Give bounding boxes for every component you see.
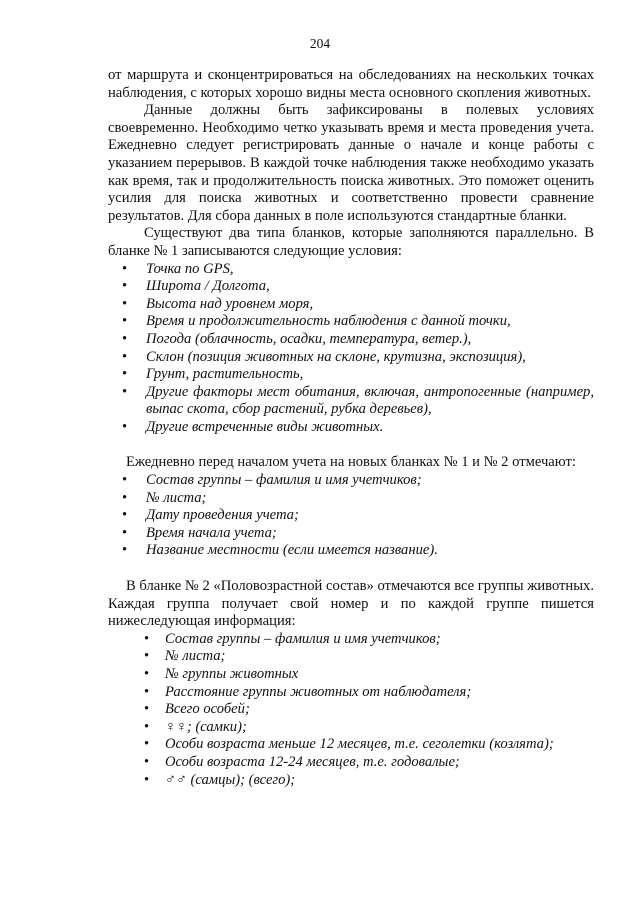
list-item: • Всего особей; (108, 701, 594, 719)
list-item: • Особи возраста меньше 12 месяцев, т.е. сеголетки (козлята); (108, 736, 594, 754)
list-item: • Широта / Долгота, (108, 278, 594, 296)
list-item: • Высота над уровнем моря, (108, 296, 594, 314)
list-item: • Время начала учета; (108, 525, 594, 543)
list-item: • Другие факторы мест обитания, включая, антропогенные (например, выпас скота, сбор растений, рубка деревьев), (108, 384, 594, 419)
list-item: • № листа; (108, 648, 594, 666)
list-item: • Расстояние группы животных от наблюдателя; (108, 684, 594, 702)
list-item: • Дату проведения учета; (108, 507, 594, 525)
paragraph-3: Существуют два типа бланков, которые заполняются параллельно. В бланке № 1 записываются следующие условия: (108, 225, 594, 259)
list-item: • Грунт, растительность, (108, 366, 594, 384)
list-item: • Другие встреченные виды животных. (108, 419, 594, 437)
paragraph-2: Данные должны быть зафиксированы в полевых условиях своевременно. Необходимо четко указывать время и места проведения учета. Ежедневно следует регистрировать данные о начале и конце работы с указанием перерывов. В каждой точке наблюдения также необходимо указать как время, так и продолжительность поиска животных. Это поможет оценить усилия для поиска животных и соответственно провести сравнение результатов. Для сбора данных в поле используются стандартные бланки. (108, 102, 594, 224)
list-item: • Особи возраста 12-24 месяцев, т.е. годовалые; (108, 754, 594, 772)
list-item: • Состав группы – фамилия и имя учетчиков; (108, 631, 594, 649)
daily-marks-list (108, 472, 594, 560)
list-item: • Склон (позиция животных на склоне, крутизна, экспозиция), (108, 349, 594, 367)
document-body (108, 67, 594, 789)
list-item: • Погода (облачность, осадки, температура, ветер.), (108, 331, 594, 349)
list-item: • Время и продолжительность наблюдения с данной точки, (108, 313, 594, 331)
list-item: • Точка по GPS, (108, 261, 594, 279)
list-item: • ♂♂ (самцы); (всего); (108, 772, 594, 790)
paragraph-1: от маршрута и сконцентрироваться на обследованиях на нескольких точках наблюдения, с которых хорошо видны места основного скопления животных. (108, 67, 594, 101)
paragraph-4: Ежедневно перед началом учета на новых бланках № 1 и № 2 отмечают: (126, 454, 576, 471)
conditions-list (108, 261, 594, 437)
list-item: • № листа; (108, 490, 594, 508)
list-item: • № группы животных (108, 666, 594, 684)
list-item: • Состав группы – фамилия и имя учетчиков; (108, 472, 594, 490)
list-item: • Название местности (если имеется название). (108, 542, 594, 560)
paragraph-5: В бланке № 2 «Половозрастной состав» отмечаются все группы животных. Каждая группа получает свой номер и по каждой группе пишется нижеследующая информация: (108, 578, 594, 630)
page-number: 204 (309, 36, 331, 51)
list-item: • ♀♀; (самки); (108, 719, 594, 737)
group-info-list (108, 631, 594, 789)
